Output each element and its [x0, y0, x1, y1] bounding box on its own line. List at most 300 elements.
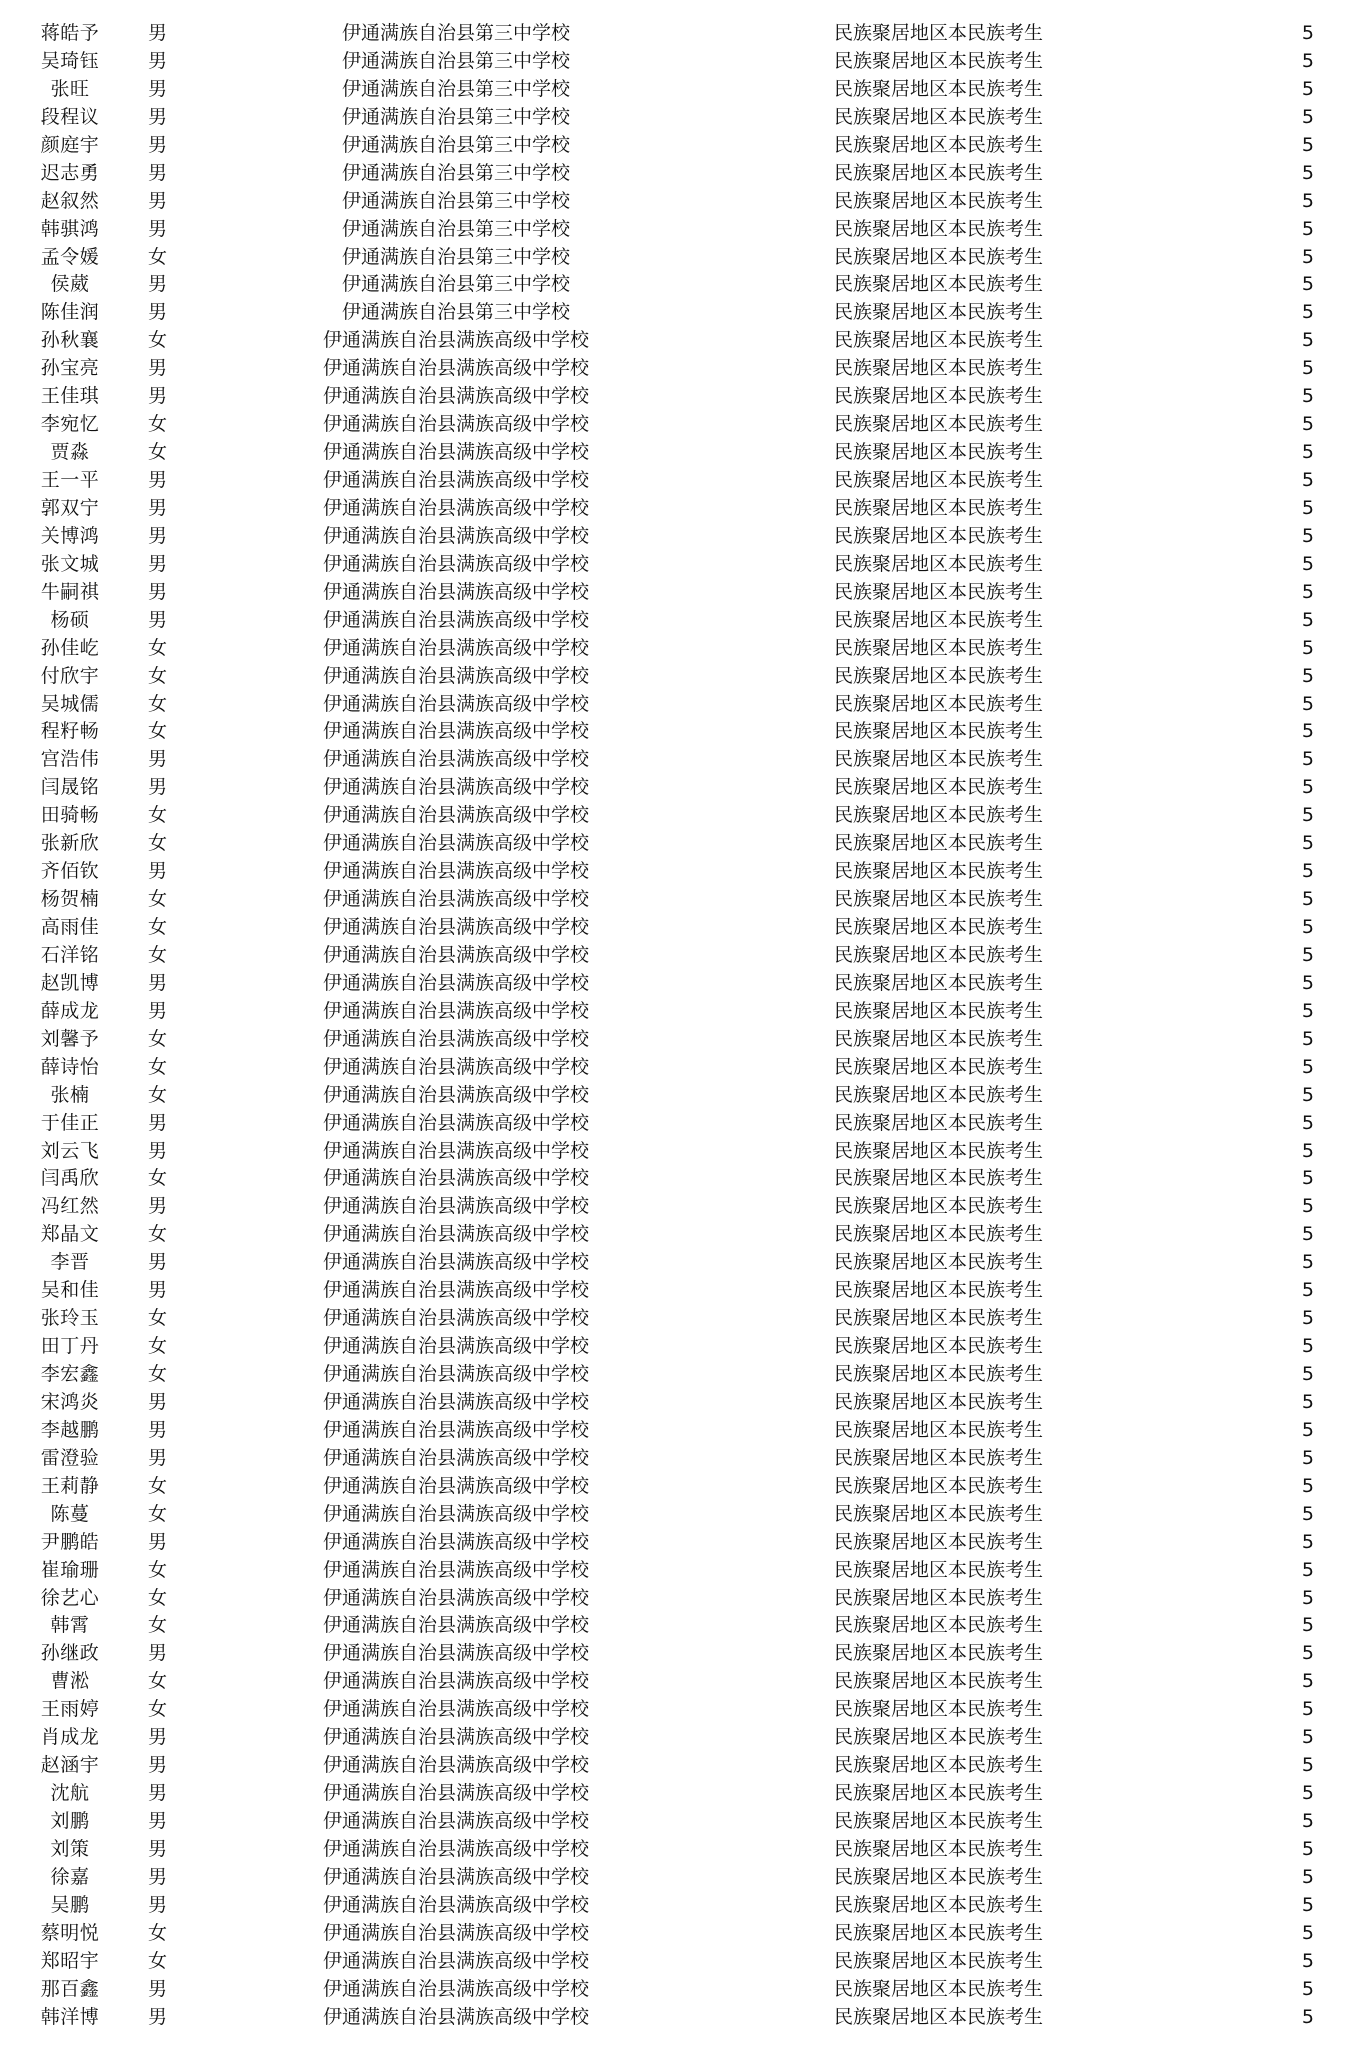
school-name: 伊通满族自治县满族高级中学校 [322, 469, 589, 491]
candidate-category: 民族聚居地区本民族考生 [834, 804, 1044, 827]
candidate-category: 民族聚居地区本民族考生 [834, 357, 1044, 380]
bonus-points: 5 [1301, 1390, 1314, 1413]
bonus-points: 5 [1301, 1837, 1314, 1860]
student-gender: 男 [148, 971, 168, 994]
school-name: 伊通满族自治县满族高级中学校 [322, 1726, 589, 1749]
table-row [0, 1501, 1367, 1529]
student-name: 吴和佳 [40, 1279, 100, 1302]
student-gender: 女 [148, 1698, 168, 1721]
bonus-points: 5 [1301, 916, 1314, 938]
table-row [0, 2004, 1367, 2032]
table-row [0, 663, 1367, 691]
bonus-points: 5 [1301, 1893, 1314, 1916]
student-name: 冯红然 [40, 1195, 100, 1218]
student-name: 李宏鑫 [40, 1363, 100, 1385]
bonus-points: 5 [1301, 1418, 1314, 1441]
student-name: 宋鸿炎 [40, 1390, 100, 1413]
student-name: 赵涵宇 [40, 1754, 100, 1777]
student-name: 杨贺楠 [40, 888, 100, 911]
candidate-category: 民族聚居地区本民族考生 [834, 888, 1044, 911]
student-gender: 女 [148, 1027, 168, 1050]
student-name: 牛嗣祺 [40, 580, 100, 603]
candidate-category: 民族聚居地区本民族考生 [834, 1642, 1044, 1665]
table-row [0, 1305, 1367, 1333]
student-name: 刘策 [50, 1837, 90, 1860]
table-row [0, 439, 1367, 467]
student-name: 陈佳润 [40, 301, 100, 324]
student-name: 李宛忆 [40, 413, 100, 436]
bonus-points: 5 [1301, 1307, 1314, 1330]
table-row [0, 1920, 1367, 1948]
table-row [0, 271, 1367, 299]
bonus-points: 5 [1301, 385, 1314, 408]
table-row [0, 1026, 1367, 1054]
student-name: 沈航 [50, 1782, 90, 1805]
bonus-points: 5 [1301, 971, 1314, 994]
school-name: 伊通满族自治县满族高级中学校 [322, 916, 589, 938]
bonus-points: 5 [1301, 441, 1314, 464]
school-name: 伊通满族自治县满族高级中学校 [322, 385, 589, 408]
student-name: 王雨婷 [40, 1698, 100, 1721]
student-name: 张玲玉 [40, 1307, 100, 1330]
bonus-points: 5 [1301, 217, 1314, 240]
table-row [0, 1361, 1367, 1389]
school-name: 伊通满族自治县满族高级中学校 [322, 971, 589, 994]
student-name: 关博鸿 [40, 524, 100, 547]
candidate-category: 民族聚居地区本民族考生 [834, 1139, 1044, 1162]
bonus-points: 5 [1301, 664, 1314, 687]
bonus-points: 5 [1301, 77, 1314, 100]
student-gender: 男 [148, 999, 168, 1022]
school-name: 伊通满族自治县满族高级中学校 [322, 608, 589, 631]
school-name: 伊通满族自治县满族高级中学校 [322, 1754, 589, 1777]
candidate-category: 民族聚居地区本民族考生 [834, 943, 1044, 966]
table-row [0, 1165, 1367, 1193]
candidate-category: 民族聚居地区本民族考生 [834, 1363, 1044, 1385]
table-row [0, 1612, 1367, 1640]
student-name: 赵凯博 [40, 971, 100, 994]
bonus-points: 5 [1301, 999, 1314, 1022]
student-gender: 女 [148, 1586, 168, 1609]
candidate-category: 民族聚居地区本民族考生 [834, 1418, 1044, 1441]
student-name: 刘鹏 [50, 1810, 90, 1832]
candidate-category: 民族聚居地区本民族考生 [834, 329, 1044, 352]
table-row [0, 691, 1367, 719]
table-row [0, 914, 1367, 942]
student-name: 郑昭宇 [40, 1949, 100, 1972]
bonus-points: 5 [1301, 776, 1314, 799]
student-name: 田丁丹 [40, 1335, 100, 1358]
bonus-points: 5 [1301, 1754, 1314, 1777]
student-gender: 男 [148, 776, 168, 799]
school-name: 伊通满族自治县满族高级中学校 [322, 776, 589, 799]
bonus-points: 5 [1301, 329, 1314, 352]
student-gender: 女 [148, 1474, 168, 1497]
student-gender: 男 [148, 1782, 168, 1805]
student-gender: 女 [148, 245, 168, 268]
bonus-points: 5 [1301, 748, 1314, 771]
student-gender: 女 [148, 804, 168, 827]
table-row [0, 48, 1367, 76]
candidate-category: 民族聚居地区本民族考生 [834, 133, 1044, 156]
student-name: 石洋铭 [40, 943, 100, 966]
table-row [0, 1808, 1367, 1836]
school-name: 伊通满族自治县满族高级中学校 [322, 441, 589, 464]
student-gender: 男 [148, 1977, 168, 2000]
student-gender: 男 [148, 273, 168, 296]
school-name: 伊通满族自治县满族高级中学校 [322, 999, 589, 1022]
school-name: 伊通满族自治县满族高级中学校 [322, 1027, 589, 1050]
table-row [0, 327, 1367, 355]
student-gender: 女 [148, 720, 168, 743]
bonus-points: 5 [1301, 273, 1314, 296]
candidate-category: 民族聚居地区本民族考生 [834, 469, 1044, 491]
candidate-category: 民族聚居地区本民族考生 [834, 1754, 1044, 1777]
school-name: 伊通满族自治县满族高级中学校 [322, 1670, 589, 1693]
table-row [0, 1333, 1367, 1361]
student-gender: 男 [148, 1279, 168, 1302]
table-row [0, 1892, 1367, 1920]
table-row [0, 1668, 1367, 1696]
table-row [0, 886, 1367, 914]
school-name: 伊通满族自治县满族高级中学校 [322, 552, 589, 575]
bonus-points: 5 [1301, 524, 1314, 547]
table-row [0, 1557, 1367, 1585]
student-name: 那百鑫 [40, 1977, 100, 2000]
table-row [0, 1585, 1367, 1613]
table-row [0, 774, 1367, 802]
student-gender: 女 [148, 1167, 168, 1190]
bonus-points: 5 [1301, 1335, 1314, 1358]
candidate-category: 民族聚居地区本民族考生 [834, 1893, 1044, 1916]
school-name: 伊通满族自治县满族高级中学校 [322, 1586, 589, 1609]
bonus-points: 5 [1301, 413, 1314, 436]
table-row [0, 607, 1367, 635]
bonus-points: 5 [1301, 692, 1314, 715]
candidate-category: 民族聚居地区本民族考生 [834, 189, 1044, 212]
candidate-category: 民族聚居地区本民族考生 [834, 441, 1044, 464]
school-name: 伊通满族自治县满族高级中学校 [322, 860, 589, 883]
candidate-category: 民族聚居地区本民族考生 [834, 580, 1044, 603]
bonus-points: 5 [1301, 943, 1314, 966]
student-gender: 男 [148, 1754, 168, 1777]
table-row [0, 1724, 1367, 1752]
bonus-points: 5 [1301, 832, 1314, 855]
bonus-points: 5 [1301, 1698, 1314, 1721]
student-name: 王莉静 [40, 1474, 100, 1497]
bonus-points: 5 [1301, 552, 1314, 575]
student-gender: 男 [148, 1139, 168, 1162]
school-name: 伊通满族自治县第三中学校 [341, 273, 570, 296]
school-name: 伊通满族自治县满族高级中学校 [322, 1474, 589, 1497]
school-name: 伊通满族自治县满族高级中学校 [322, 329, 589, 352]
table-row [0, 244, 1367, 272]
student-name: 郑晶文 [40, 1223, 100, 1246]
school-name: 伊通满族自治县满族高级中学校 [322, 580, 589, 603]
school-name: 伊通满族自治县满族高级中学校 [322, 943, 589, 966]
student-gender: 女 [148, 1614, 168, 1637]
school-name: 伊通满族自治县满族高级中学校 [322, 1055, 589, 1078]
candidate-category: 民族聚居地区本民族考生 [834, 1083, 1044, 1106]
school-name: 伊通满族自治县满族高级中学校 [322, 524, 589, 547]
bonus-points: 5 [1301, 49, 1314, 72]
candidate-category: 民族聚居地区本民族考生 [834, 1698, 1044, 1721]
school-name: 伊通满族自治县满族高级中学校 [322, 1810, 589, 1832]
table-row [0, 1193, 1367, 1221]
student-name: 杨硕 [50, 608, 90, 631]
student-gender: 男 [148, 2005, 168, 2028]
candidate-category: 民族聚居地区本民族考生 [834, 77, 1044, 100]
table-row [0, 216, 1367, 244]
school-name: 伊通满族自治县满族高级中学校 [322, 888, 589, 911]
student-gender: 男 [148, 524, 168, 547]
student-gender: 男 [148, 1893, 168, 1916]
student-gender: 女 [148, 1921, 168, 1944]
table-row [0, 718, 1367, 746]
student-name: 吴琦钰 [40, 49, 100, 72]
student-name: 侯葳 [50, 273, 90, 296]
student-name: 闫禹欣 [40, 1167, 100, 1190]
school-name: 伊通满族自治县第三中学校 [341, 133, 570, 156]
table-row [0, 1864, 1367, 1892]
candidate-category: 民族聚居地区本民族考生 [834, 2005, 1044, 2028]
student-name: 刘云飞 [40, 1139, 100, 1162]
table-row [0, 942, 1367, 970]
student-name: 曹淞 [50, 1670, 90, 1693]
bonus-points: 5 [1301, 2005, 1314, 2028]
candidate-category: 民族聚居地区本民族考生 [834, 636, 1044, 659]
candidate-category: 民族聚居地区本民族考生 [834, 1921, 1044, 1944]
student-name: 高雨佳 [40, 916, 100, 938]
bonus-points: 5 [1301, 105, 1314, 128]
school-name: 伊通满族自治县满族高级中学校 [322, 1558, 589, 1581]
student-name: 迟志勇 [40, 161, 100, 184]
school-name: 伊通满族自治县满族高级中学校 [322, 2005, 589, 2028]
student-name: 张文城 [40, 552, 100, 575]
student-name: 尹鹏皓 [40, 1530, 100, 1553]
candidate-category: 民族聚居地区本民族考生 [834, 1279, 1044, 1302]
student-gender: 男 [148, 189, 168, 212]
table-row [0, 1752, 1367, 1780]
student-gender: 女 [148, 441, 168, 464]
school-name: 伊通满族自治县满族高级中学校 [322, 1921, 589, 1944]
student-gender: 男 [148, 1446, 168, 1469]
candidate-category: 民族聚居地区本民族考生 [834, 105, 1044, 128]
candidate-category: 民族聚居地区本民族考生 [834, 1670, 1044, 1693]
table-row [0, 132, 1367, 160]
student-name: 孟令媛 [40, 245, 100, 268]
candidate-category: 民族聚居地区本民族考生 [834, 1390, 1044, 1413]
student-gender: 女 [148, 1670, 168, 1693]
student-name: 齐佰钦 [40, 860, 100, 883]
table-row [0, 20, 1367, 48]
student-name: 薛成龙 [40, 999, 100, 1022]
candidate-category: 民族聚居地区本民族考生 [834, 1474, 1044, 1497]
candidate-category: 民族聚居地区本民族考生 [834, 1726, 1044, 1749]
school-name: 伊通满族自治县第三中学校 [341, 49, 570, 72]
bonus-points: 5 [1301, 1977, 1314, 2000]
table-row [0, 746, 1367, 774]
student-gender: 女 [148, 664, 168, 687]
table-row [0, 160, 1367, 188]
candidate-category: 民族聚居地区本民族考生 [834, 916, 1044, 938]
school-name: 伊通满族自治县满族高级中学校 [322, 664, 589, 687]
bonus-points: 5 [1301, 469, 1314, 491]
school-name: 伊通满族自治县满族高级中学校 [322, 748, 589, 771]
student-name: 闫晟铭 [40, 776, 100, 799]
bonus-points: 5 [1301, 22, 1314, 44]
school-name: 伊通满族自治县满族高级中学校 [322, 1865, 589, 1888]
student-gender: 男 [148, 552, 168, 575]
bonus-points: 5 [1301, 1027, 1314, 1050]
table-row [0, 1082, 1367, 1110]
school-name: 伊通满族自治县第三中学校 [341, 189, 570, 212]
bonus-points: 5 [1301, 888, 1314, 911]
school-name: 伊通满族自治县满族高级中学校 [322, 1446, 589, 1469]
candidate-category: 民族聚居地区本民族考生 [834, 1614, 1044, 1637]
school-name: 伊通满族自治县满族高级中学校 [322, 1642, 589, 1665]
student-name: 韩霄 [50, 1614, 90, 1637]
table-row [0, 1445, 1367, 1473]
student-name: 蒋皓予 [40, 22, 100, 44]
candidate-category: 民族聚居地区本民族考生 [834, 1558, 1044, 1581]
school-name: 伊通满族自治县满族高级中学校 [322, 1363, 589, 1385]
student-gender: 女 [148, 1055, 168, 1078]
school-name: 伊通满族自治县满族高级中学校 [322, 1390, 589, 1413]
bonus-points: 5 [1301, 1474, 1314, 1497]
school-name: 伊通满族自治县满族高级中学校 [322, 1893, 589, 1916]
student-gender: 女 [148, 1307, 168, 1330]
school-name: 伊通满族自治县满族高级中学校 [322, 413, 589, 436]
bonus-points: 5 [1301, 1279, 1314, 1302]
student-name: 田骑畅 [40, 804, 100, 827]
student-gender: 女 [148, 1949, 168, 1972]
bonus-points: 5 [1301, 1083, 1314, 1106]
candidate-category: 民族聚居地区本民族考生 [834, 413, 1044, 436]
bonus-points: 5 [1301, 357, 1314, 380]
student-gender: 男 [148, 49, 168, 72]
school-name: 伊通满族自治县满族高级中学校 [322, 1223, 589, 1246]
student-gender: 女 [148, 1335, 168, 1358]
table-row [0, 76, 1367, 104]
school-name: 伊通满族自治县满族高级中学校 [322, 1167, 589, 1190]
candidate-category: 民族聚居地区本民族考生 [834, 1307, 1044, 1330]
bonus-points: 5 [1301, 1586, 1314, 1609]
table-row [0, 1417, 1367, 1445]
table-row [0, 1138, 1367, 1166]
table-row [0, 1389, 1367, 1417]
bonus-points: 5 [1301, 1111, 1314, 1134]
student-name: 王一平 [40, 469, 100, 491]
bonus-points: 5 [1301, 636, 1314, 659]
bonus-points: 5 [1301, 1530, 1314, 1553]
bonus-points: 5 [1301, 1810, 1314, 1832]
school-name: 伊通满族自治县满族高级中学校 [322, 1530, 589, 1553]
table-row [0, 1640, 1367, 1668]
candidate-category: 民族聚居地区本民族考生 [834, 301, 1044, 324]
candidate-category: 民族聚居地区本民族考生 [834, 245, 1044, 268]
table-row [0, 1221, 1367, 1249]
table-row [0, 1249, 1367, 1277]
candidate-category: 民族聚居地区本民族考生 [834, 1335, 1044, 1358]
student-name: 王佳琪 [40, 385, 100, 408]
student-gender: 男 [148, 1195, 168, 1218]
candidate-category: 民族聚居地区本民族考生 [834, 273, 1044, 296]
bonus-points: 5 [1301, 1055, 1314, 1078]
candidate-category: 民族聚居地区本民族考生 [834, 496, 1044, 519]
candidate-category: 民族聚居地区本民族考生 [834, 1027, 1044, 1050]
candidate-category: 民族聚居地区本民族考生 [834, 1111, 1044, 1134]
candidate-category: 民族聚居地区本民族考生 [834, 49, 1044, 72]
table-row [0, 830, 1367, 858]
school-name: 伊通满族自治县第三中学校 [341, 245, 570, 268]
school-name: 伊通满族自治县满族高级中学校 [322, 1279, 589, 1302]
student-gender: 男 [148, 217, 168, 240]
student-name: 颜庭宇 [40, 133, 100, 156]
table-row [0, 1976, 1367, 2004]
candidate-category: 民族聚居地区本民族考生 [834, 999, 1044, 1022]
candidate-category: 民族聚居地区本民族考生 [834, 552, 1044, 575]
student-gender: 男 [148, 1418, 168, 1441]
candidate-category: 民族聚居地区本民族考生 [834, 1810, 1044, 1832]
student-name: 孙秋襄 [40, 329, 100, 352]
student-name: 李越鹏 [40, 1418, 100, 1441]
student-gender: 男 [148, 1530, 168, 1553]
student-gender: 女 [148, 916, 168, 938]
school-name: 伊通满族自治县第三中学校 [341, 77, 570, 100]
student-name: 孙宝亮 [40, 357, 100, 380]
student-name: 韩骐鸿 [40, 217, 100, 240]
table-row [0, 1836, 1367, 1864]
student-name: 吴鹏 [50, 1893, 90, 1916]
bonus-points: 5 [1301, 245, 1314, 268]
school-name: 伊通满族自治县第三中学校 [341, 301, 570, 324]
school-name: 伊通满族自治县满族高级中学校 [322, 1502, 589, 1525]
bonus-points: 5 [1301, 161, 1314, 184]
student-gender: 男 [148, 1390, 168, 1413]
candidate-category: 民族聚居地区本民族考生 [834, 217, 1044, 240]
student-name: 孙佳屹 [40, 636, 100, 659]
bonus-points: 5 [1301, 580, 1314, 603]
candidate-category: 民族聚居地区本民族考生 [834, 608, 1044, 631]
school-name: 伊通满族自治县满族高级中学校 [322, 1083, 589, 1106]
bonus-points: 5 [1301, 1782, 1314, 1805]
candidate-category: 民族聚居地区本民族考生 [834, 1251, 1044, 1274]
student-gender: 女 [148, 636, 168, 659]
table-row [0, 1696, 1367, 1724]
student-gender: 女 [148, 943, 168, 966]
student-gender: 男 [148, 1837, 168, 1860]
bonus-points: 5 [1301, 1195, 1314, 1218]
candidate-category: 民族聚居地区本民族考生 [834, 748, 1044, 771]
table-row [0, 383, 1367, 411]
student-name: 赵叙然 [40, 189, 100, 212]
student-name: 李晋 [50, 1251, 90, 1274]
school-name: 伊通满族自治县第三中学校 [341, 161, 570, 184]
student-gender: 男 [148, 161, 168, 184]
bonus-points: 5 [1301, 720, 1314, 743]
table-row [0, 1529, 1367, 1557]
bonus-points: 5 [1301, 1949, 1314, 1972]
student-gender: 女 [148, 1502, 168, 1525]
table-row [0, 104, 1367, 132]
student-name: 张新欣 [40, 832, 100, 855]
student-name: 徐嘉 [50, 1865, 90, 1888]
student-gender: 男 [148, 385, 168, 408]
student-gender: 女 [148, 1083, 168, 1106]
school-name: 伊通满族自治县第三中学校 [341, 217, 570, 240]
student-name: 肖成龙 [40, 1726, 100, 1749]
